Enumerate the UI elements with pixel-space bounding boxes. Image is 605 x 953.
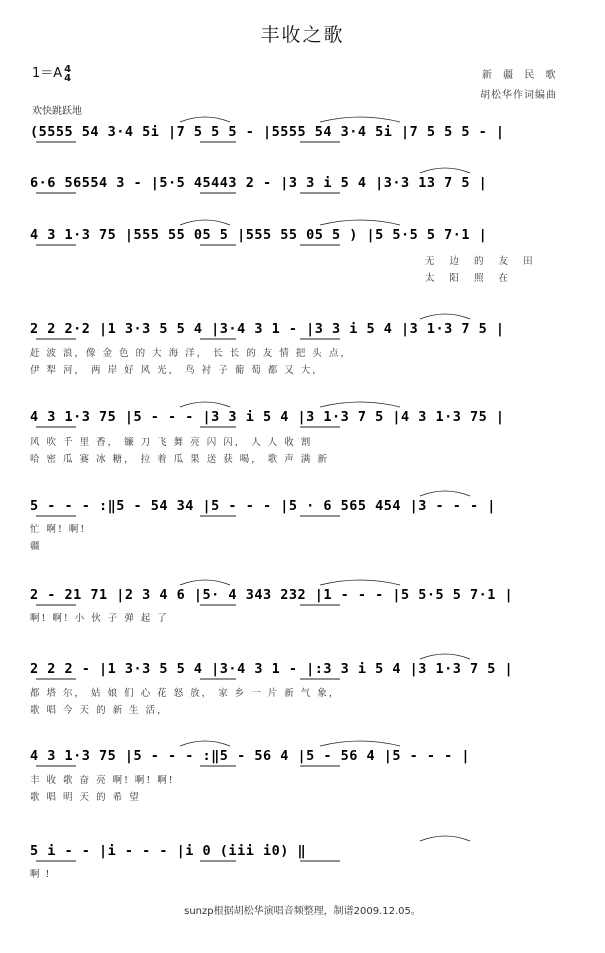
slur-mark — [420, 654, 470, 659]
time-beats: 4 — [64, 63, 72, 75]
lyric-line: 无 边 的 友 田 — [425, 256, 539, 267]
lyric-line: 啊! — [30, 869, 56, 880]
slur-mark — [320, 580, 400, 585]
notation-line: 4 3 1·3 75 |5 - - - :‖5 - 56 4 |5 - 56 4 |5 - - - | — [30, 748, 471, 764]
notation-line: 4 3 1·3 75 |555 55 05 5 |555 55 05 5 ) |5 5·5 5 7·1 | — [30, 227, 488, 243]
slur-mark — [420, 314, 470, 319]
lyric-line: 忙 啊! 啊! — [30, 524, 87, 535]
lyric-line: 歌 唱 明 天 的 希 望 — [30, 792, 141, 803]
notation-line: 2 2 2 - |1 3·3 5 5 4 |3·4 3 1 - |:3 3 i 5 4 |3 1·3 7 5 | — [30, 661, 514, 677]
footer-note: sunzp根据胡松华演唱音频整理，制谱2009.12.05。 — [184, 906, 421, 917]
lyric-line: 赶 波 浪，像 金 色 的 大 海 洋， 长 长 的 友 情 把 头 点， — [30, 348, 352, 359]
lyric-line: 伊 犁 河， 两 岸 好 风 光， 鸟 衬 子 葡 萄 都 又 大， — [30, 365, 324, 376]
origin-credit: 新 疆 民 歌 — [482, 70, 560, 81]
lyric-line: 太 阳 照 在 — [425, 273, 515, 284]
tempo-marking: 欢快跳跃地 — [32, 106, 82, 117]
slur-mark — [180, 117, 230, 122]
notation-line: 2 2 2·2 |1 3·3 5 5 4 |3·4 3 1 - |3 3 i 5 4 |3 1·3 7 5 | — [30, 321, 505, 337]
slur-mark — [420, 168, 470, 173]
lyric-line: 风 吹 千 里 香， 镰 刀 飞 舞 亮 闪 闪， 人 人 收 割 — [30, 437, 313, 448]
notation-line: (5555 54 3·4 5i |7 5 5 5 - |5555 54 3·4 5i |7 5 5 5 - | — [30, 124, 505, 140]
notation-line: 2 - 21 71 |2 3 4 6 |5· 4 343 232 |1 - - - |5 5·5 5 7·1 | — [30, 587, 514, 603]
key-label: 1＝A — [32, 66, 63, 81]
key-signature — [32, 62, 71, 83]
slur-mark — [420, 491, 470, 496]
slur-mark — [320, 402, 400, 407]
notation-line: 5 i - - |i - - - |i 0 (iii i0) ‖ — [30, 843, 307, 859]
lyric-line: 疆 — [30, 541, 42, 552]
lyric-line: 歌 唱 今 天 的 新 生 活， — [30, 705, 169, 716]
slur-mark — [320, 741, 400, 746]
arranger-credit: 胡松华作词编曲 — [480, 90, 557, 101]
slur-mark — [320, 220, 400, 225]
time-signature — [64, 65, 71, 83]
slur-mark — [180, 402, 230, 407]
slur-mark — [420, 836, 470, 841]
slur-mark — [180, 580, 230, 585]
notation-line: 5 - - - :‖5 - 54 34 |5 - - - |5 · 6 565 454 |3 - - - | — [30, 498, 496, 514]
notation-line: 4 3 1·3 75 |5 - - - |3 3 i 5 4 |3 1·3 7 5 |4 3 1·3 75 | — [30, 409, 505, 425]
notation-line: 6·6 56554 3 - |5·5 45443 2 - |3 3 i 5 4 |3·3 13 7 5 | — [30, 175, 488, 191]
slur-mark — [320, 117, 400, 122]
slur-mark — [180, 220, 230, 225]
lyric-line: 哈 密 瓜 赛 冰 糖， 拉 着 瓜 果 送 获 喝， 歌 声 满 新 — [30, 454, 329, 465]
slur-mark — [180, 741, 230, 746]
lyric-line: 丰 收 歌 奋 亮 啊! 啊! 啊! — [30, 775, 175, 786]
song-title: 丰收之歌 — [260, 24, 345, 46]
lyric-line: 都 塔 尔， 姑 娘 们 心 花 怒 放， 家 乡 一 片 新 气 象， — [30, 688, 341, 699]
time-unit: 4 — [64, 72, 72, 84]
lyric-line: 啊! 啊! 小 伙 子 弹 起 了 — [30, 613, 169, 624]
